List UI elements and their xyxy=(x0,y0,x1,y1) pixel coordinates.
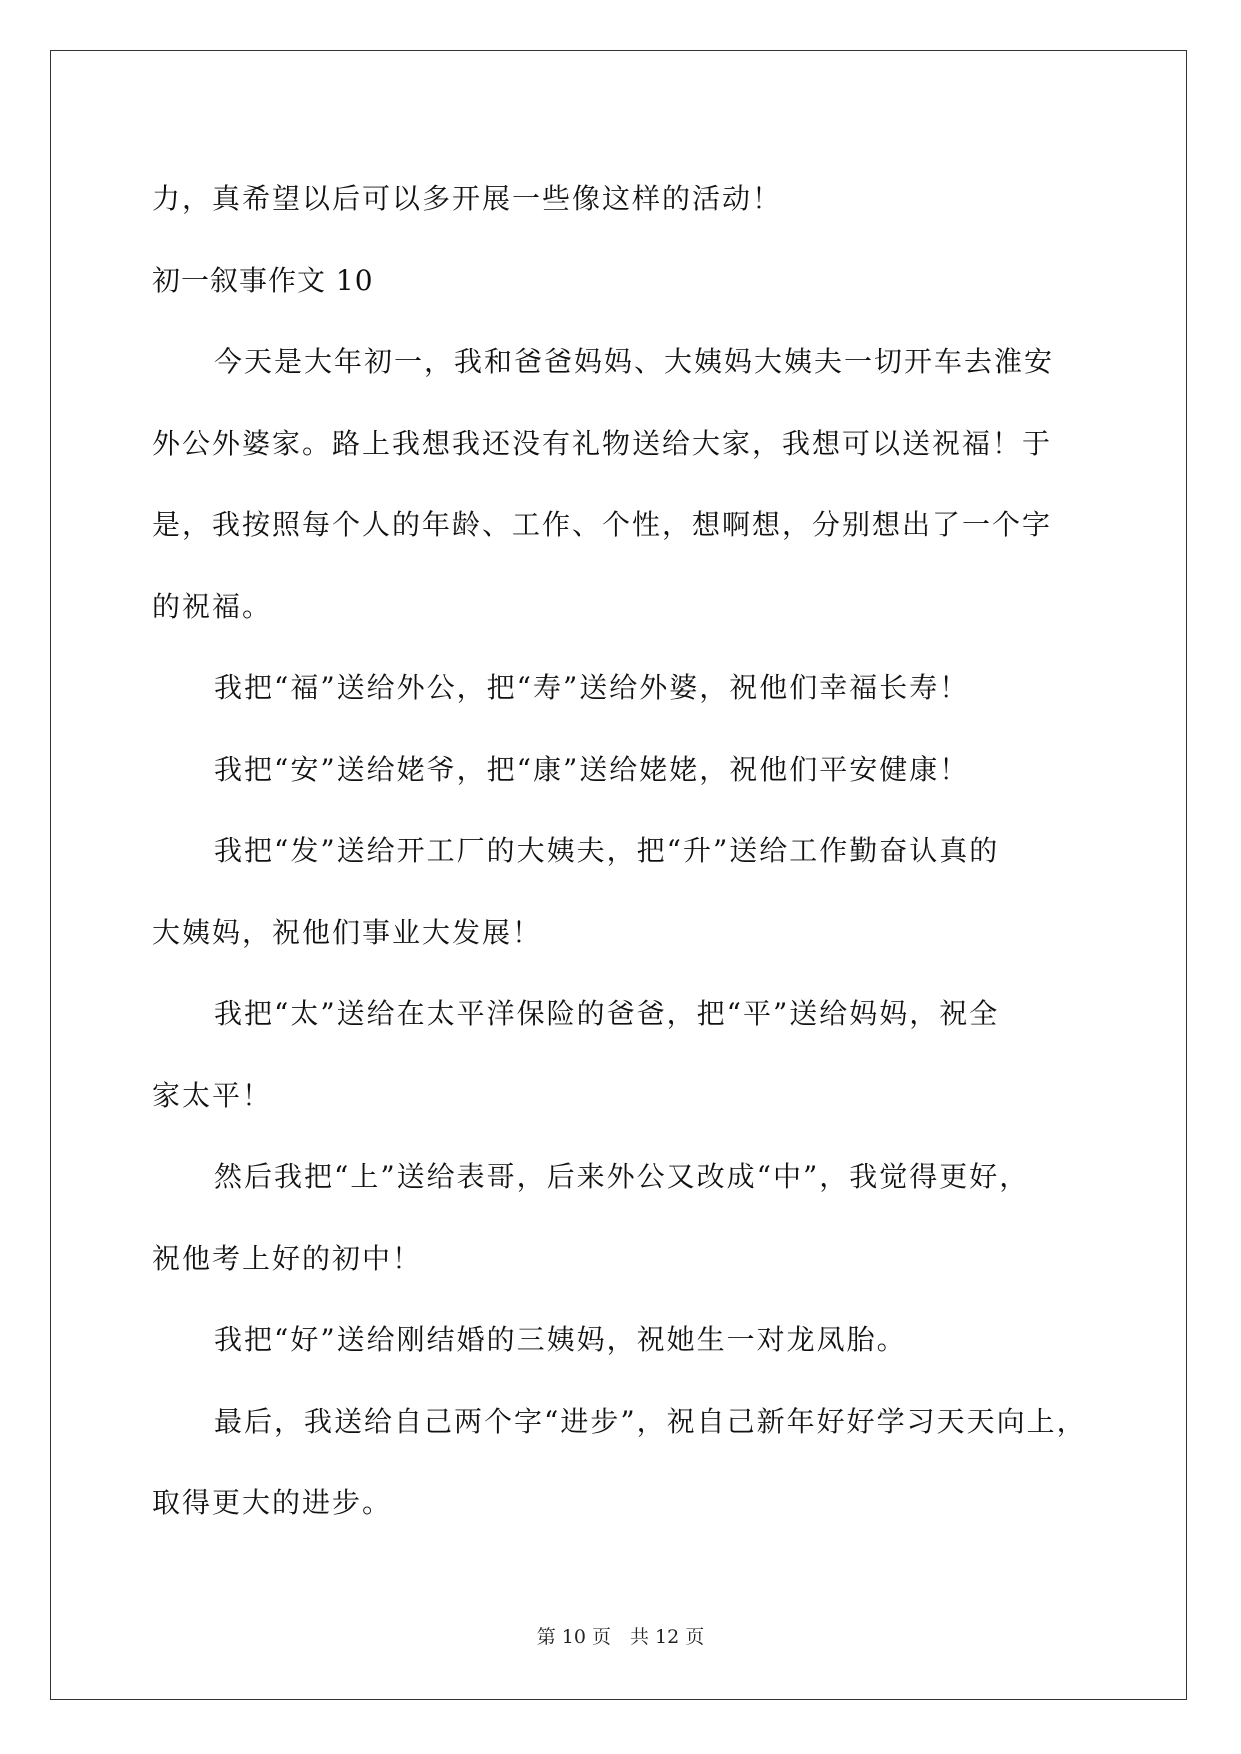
section-title: 初一叙事作文 10 xyxy=(152,263,374,297)
paragraph-1-line-3: 是，我按照每个人的年龄、工作、个性，想啊想，分别想出了一个字 xyxy=(152,508,1053,541)
paragraph-5-line-2: 家太平！ xyxy=(152,1078,273,1112)
paragraph-1-line-2: 外公外婆家。路上我想我还没有礼物送给大家，我想可以送祝福！于 xyxy=(152,426,1053,460)
paragraph-7-line-1: 我把“好”送给刚结婚的三姨妈，祝她生一对龙凤胎。 xyxy=(214,1323,907,1356)
paragraph-8-line-2: 取得更大的进步。 xyxy=(152,1486,393,1519)
paragraph-6-line-2: 祝他考上好的初中！ xyxy=(152,1241,423,1275)
paragraph-8-line-1: 最后，我送给自己两个字“进步”，祝自己新年好好学习天天向上， xyxy=(214,1404,1087,1438)
document-body xyxy=(152,158,1092,1544)
paragraph-5-line-1: 我把“太”送给在太平洋保险的爸爸，把“平”送给妈妈，祝全 xyxy=(214,997,1000,1030)
page-number-footer: 第 10 页 共 12 页 xyxy=(536,1626,705,1648)
paragraph-4-line-2: 大姨妈，祝他们事业大发展！ xyxy=(152,915,543,949)
paragraph-3-line-1: 我把“安”送给姥爷，把“康”送给姥姥，祝他们平安健康！ xyxy=(214,752,970,786)
text-line-continuation: 力，真希望以后可以多开展一些像这样的活动！ xyxy=(152,182,783,215)
paragraph-2-line-1: 我把“福”送给外公，把“寿”送给外婆，祝他们幸福长寿！ xyxy=(214,671,970,704)
paragraph-1-line-1: 今天是大年初一，我和爸爸妈妈、大姨妈大姨夫一切开车去淮安 xyxy=(214,345,1055,378)
paragraph-4-line-1: 我把“发”送给开工厂的大姨夫，把“升”送给工作勤奋认真的 xyxy=(214,834,1000,867)
paragraph-6-line-1: 然后我把“上”送给表哥，后来外公又改成“中”，我觉得更好， xyxy=(214,1160,1030,1193)
paragraph-1-line-4: 的祝福。 xyxy=(152,589,273,623)
